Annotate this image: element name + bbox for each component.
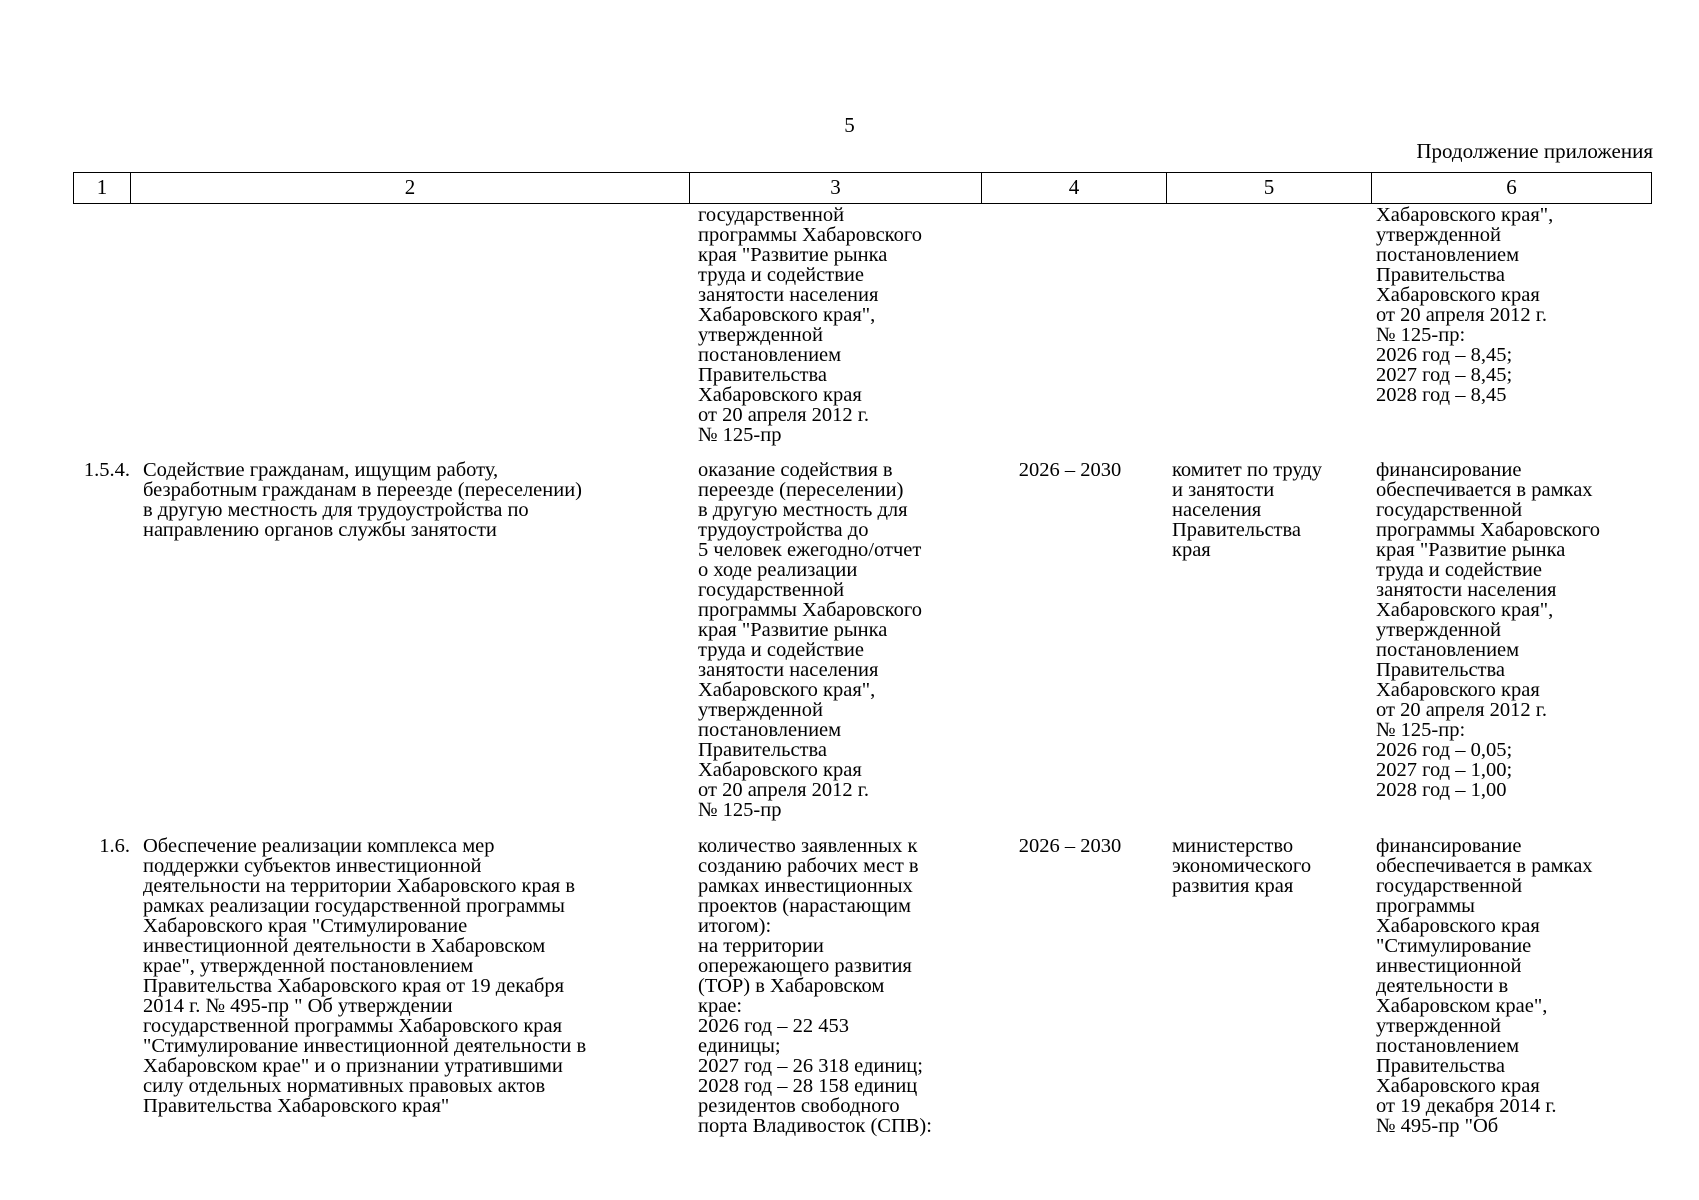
- indicator-cell: государственной программы Хабаровского края "Развитие рынка труда и содействие занятости населения Хабаровского края", утвержденной постановлением Правительства Хабаровского края от 20 апреля 2012 г. № 125-пр: [698, 204, 922, 446]
- financing-cell: финансирование обеспечивается в рамках государственной программы Хабаровского края "Развитие рынка труда и содействие занятости населения Хабаровского края", утвержденной постановлением Правительства Хабаровского края от 20 апреля 2012 г. № 125-пр: 2026 год – 0,05; 2027 год – 1,00; 2028 год – 1,00: [1376, 459, 1600, 801]
- period-cell: 2026 – 2030: [1018, 835, 1122, 857]
- continuation-label: Продолжение приложения: [1416, 139, 1653, 163]
- indicator-cell: количество заявленных к созданию рабочих мест в рамках инвестиционных проектов (нарастающим итогом): на территории опережающего развития (ТОР) в Хабаровском крае: 2026 год – 22 453 единицы; 2027 год – 26 318 единиц; 2028 год – 28 158 единиц резидентов свободного порта Владивосток (СПВ):: [698, 835, 932, 1137]
- header-col-4: 4: [982, 173, 1167, 203]
- header-col-2: 2: [131, 173, 690, 203]
- period-cell: 2026 – 2030: [1018, 459, 1122, 481]
- header-col-6: 6: [1506, 175, 1517, 199]
- header-col-5: 5: [1167, 173, 1372, 203]
- activity-cell: Обеспечение реализации комплекса мер поддержки субъектов инвестиционной деятельности на территории Хабаровского края в рамках реализации государственной программы Хабаровского края "Стимулирование инвестиционной деятельности в Хабаровском крае", утвержденной постановлением Правительства Хабаровского края от 19 декабря 2014 г. № 495-пр " Об утверждении государственной программы Хабаровского края "Стимулирование инвестиционной деятельности в Хабаровском крае" и о признании утратившими силу отдельных нормативных правовых актов Правительства Хабаровского края": [143, 835, 587, 1117]
- page-number: 5: [844, 113, 855, 137]
- executor-cell: министерство экономического развития края: [1172, 835, 1312, 897]
- header-col-3: 3: [690, 173, 982, 203]
- row-number: 1.6.: [99, 835, 130, 857]
- financing-cell: финансирование обеспечивается в рамках государственной программы Хабаровского края "Стимулирование инвестиционной деятельности в Хабаровском крае", утвержденной постановлением Правительства Хабаровского края от 19 декабря 2014 г. № 495-пр "Об: [1376, 835, 1593, 1137]
- activity-cell: Содействие гражданам, ищущим работу, безработным гражданам в переезде (переселении) в другую местность для трудоустройства по направлению органов службы занятости: [143, 459, 583, 541]
- header-col-1: 1: [74, 173, 131, 203]
- row-number: 1.5.4.: [83, 459, 130, 481]
- executor-cell: комитет по труду и занятости населения Правительства края: [1172, 459, 1323, 561]
- table-header-row: [73, 172, 1652, 204]
- financing-cell: Хабаровского края", утвержденной постановлением Правительства Хабаровского края от 20 апреля 2012 г. № 125-пр: 2026 год – 8,45; 2027 год – 8,45; 2028 год – 8,45: [1376, 204, 1554, 406]
- indicator-cell: оказание содействия в переезде (переселении) в другую местность для трудоустройства до 5 человек ежегодно/отчет о ходе реализации государственной программы Хабаровского края "Развитие рынка труда и содействие занятости населения Хабаровского края", утвержденной постановлением Правительства Хабаровского края от 20 апреля 2012 г. № 125-пр: [698, 459, 922, 821]
